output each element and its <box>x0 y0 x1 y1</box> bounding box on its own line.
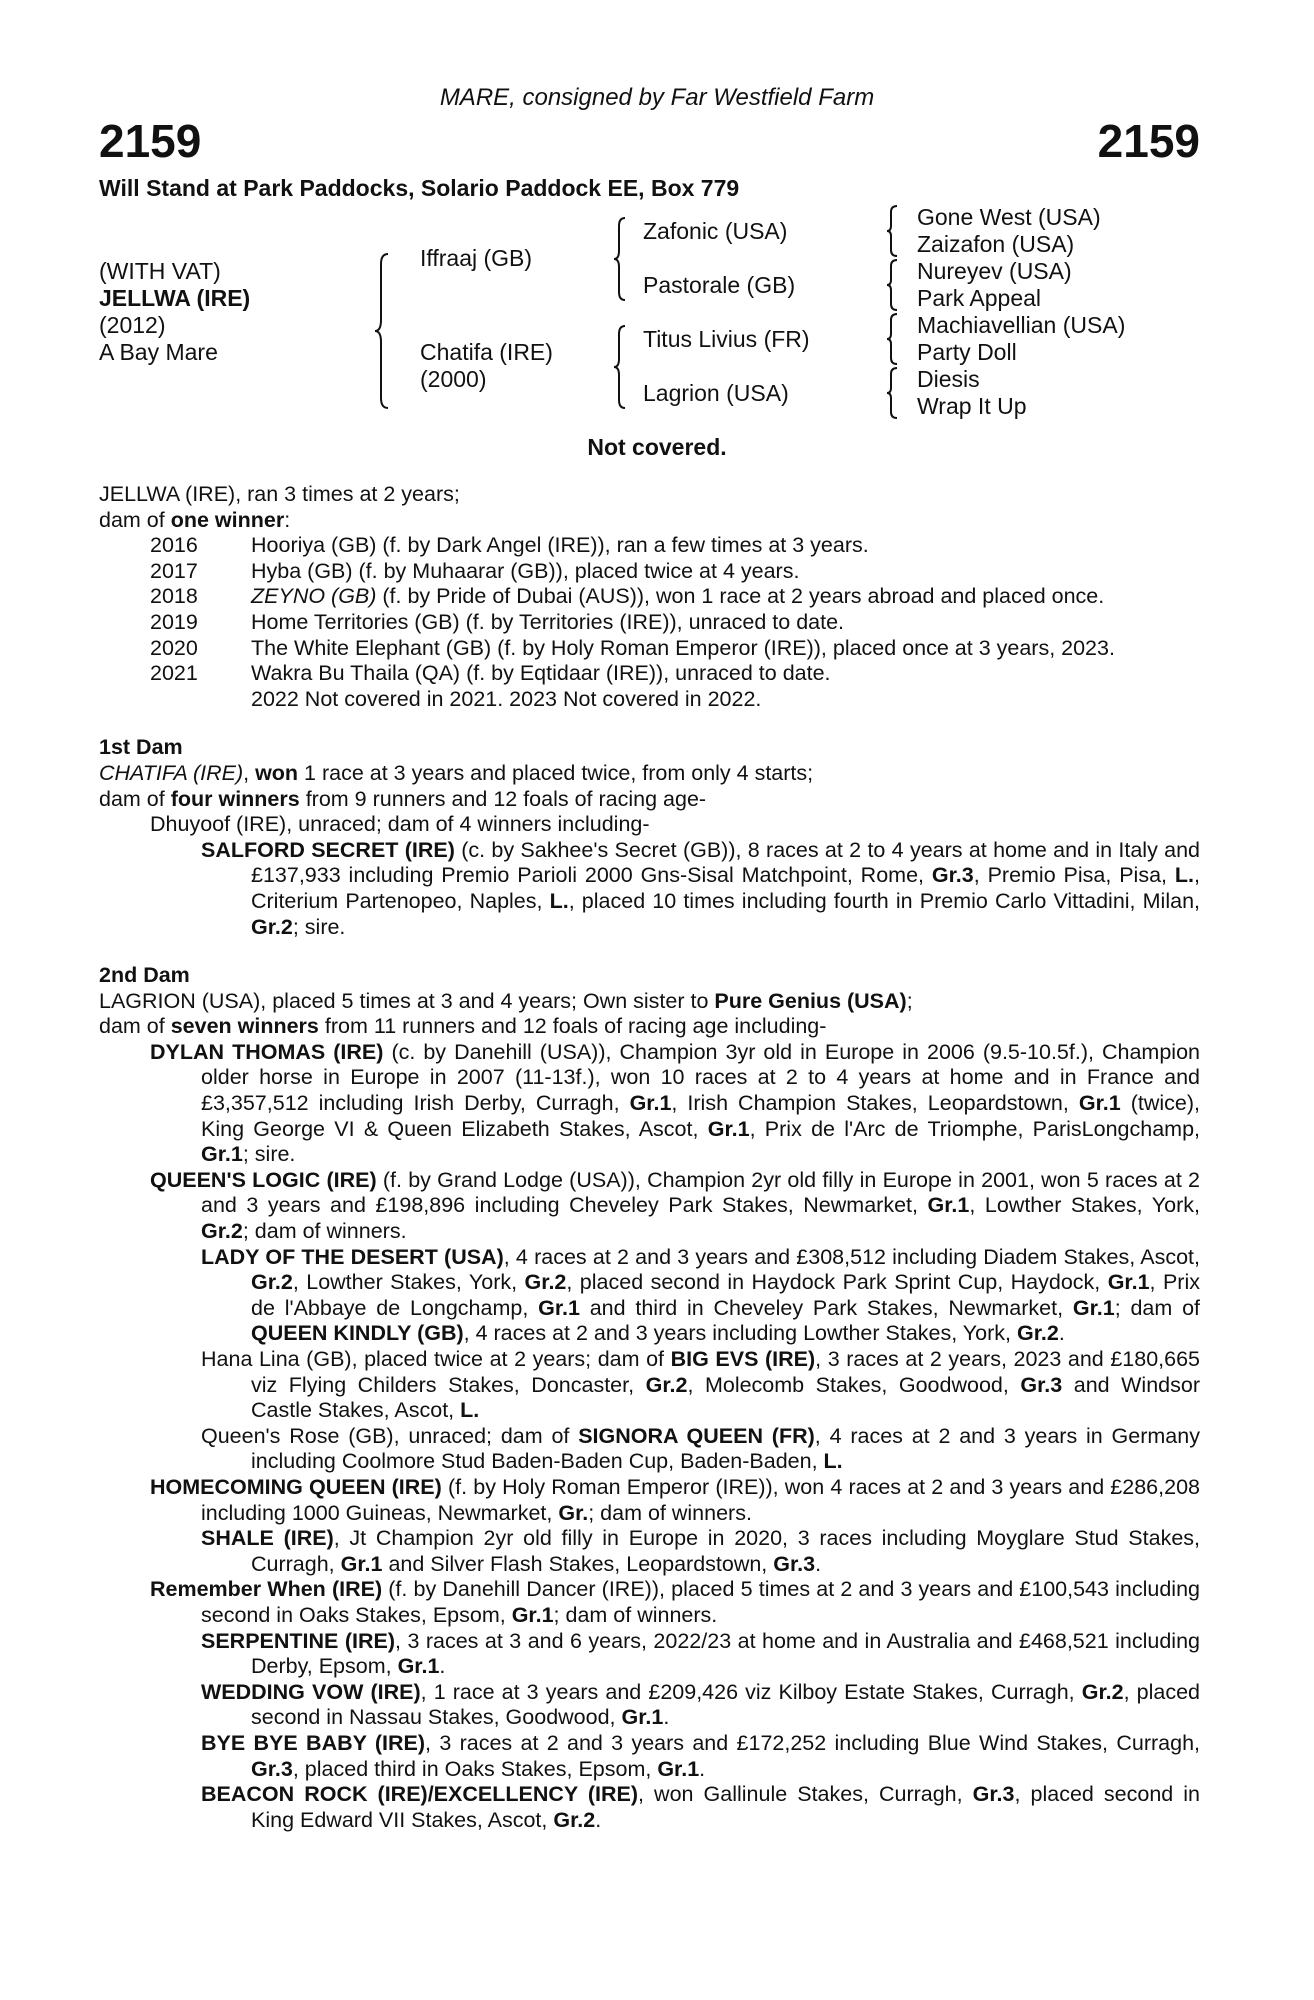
horse-year: (2012) <box>99 312 166 338</box>
bold-text: DYLAN THOMAS (IRE) <box>150 1039 384 1064</box>
text: from 9 runners and 12 foals of racing age- <box>299 786 707 811</box>
family-paragraphs <box>99 735 1200 1833</box>
foal-text <box>251 661 1200 687</box>
text: ; dam of winners. <box>553 1602 718 1627</box>
gen4-4: Park Appeal <box>917 285 1042 311</box>
sire-name: Iffraaj (GB) <box>420 245 533 271</box>
text: , placed second in Haydock Park Sprint Cup, Haydock, <box>566 1270 1108 1295</box>
text: 1 race at 3 years and placed twice, from only 4 starts; <box>298 760 814 785</box>
foal-winner-name: ZEYNO (GB) <box>251 584 377 609</box>
text: , 4 races at 2 and 3 years in Germany including Coolmore Stud Baden-Baden Cup, Baden-Baden, <box>251 1423 1200 1474</box>
text: . <box>699 1756 706 1781</box>
foal-row <box>99 559 1200 585</box>
consignment-line: MARE, consigned by Far Westfield Farm <box>439 84 875 111</box>
text: dam of <box>99 786 171 811</box>
bold-text: Gr.3 <box>972 1782 1015 1807</box>
foal-year: 2017 <box>150 558 198 583</box>
foal-row <box>99 661 1200 687</box>
text: , Jt Champion 2yr old filly in Europe in 2020, 3 races including Moyglare Stud Stakes, Curragh, <box>251 1526 1200 1576</box>
bold-text: HOMECOMING QUEEN (IRE) <box>150 1474 442 1499</box>
bold-text: Gr.1 <box>1107 1270 1150 1295</box>
bold-text: Gr.1 <box>397 1654 440 1679</box>
bold-text: Gr.2 <box>251 914 293 939</box>
foal-details: Hyba (GB) (f. by Muhaarar (GB)), placed twice at 4 years. <box>251 558 800 583</box>
pedigree-paragraph <box>99 1424 1200 1475</box>
bold-text: Gr.1 <box>511 1602 554 1627</box>
text: , Lowther Stakes, York, <box>292 1270 525 1295</box>
bold-text: Gr.2 <box>1017 1321 1059 1346</box>
gen4-5: Machiavellian (USA) <box>917 312 1126 338</box>
bold-text: Gr.1 <box>927 1193 970 1218</box>
text: , Criterium Partenopeo, Naples, <box>251 863 1200 913</box>
bold-text: seven winners <box>170 1014 319 1039</box>
pedigree-paragraph <box>99 1782 1200 1833</box>
pedigree-paragraph <box>99 838 1200 940</box>
bold-text: Gr.2 <box>201 1219 243 1244</box>
bold-text: Gr.2 <box>524 1270 567 1295</box>
bold-text: Gr.3 <box>251 1756 293 1781</box>
text: (f. by Holy Roman Emperor (IRE)), won 4 races at 2 and 3 years and £286,208 including 1000 Guineas, Newmarket, <box>201 1474 1200 1525</box>
bold-text: Gr.3 <box>931 863 974 888</box>
text: LAGRION (USA), placed 5 times at 3 and 4 years; Own sister to <box>99 988 715 1013</box>
produce-intro: JELLWA (IRE), ran 3 times at 2 years; <box>99 482 460 506</box>
not-covered-status: Not covered. <box>587 434 727 460</box>
produce-summary <box>99 508 1200 534</box>
gen4-7: Diesis <box>917 366 980 392</box>
text: , Prix de l'Arc de Triomphe, ParisLongchamp, <box>749 1116 1200 1141</box>
foal-list <box>99 533 1200 687</box>
pedigree-paragraph <box>99 1629 1200 1680</box>
bold-text: L. <box>823 1449 843 1474</box>
pedigree-paragraph <box>99 1040 1200 1168</box>
bold-text: WEDDING VOW (IRE) <box>201 1679 421 1704</box>
lot-number-right: 2159 <box>1097 115 1200 167</box>
bold-text: 2nd Dam <box>99 963 190 988</box>
text: . <box>439 1654 446 1679</box>
bold-text: L. <box>549 888 569 913</box>
text: dam of <box>99 507 171 532</box>
bold-text: L. <box>1174 863 1194 888</box>
text: , 1 race at 3 years and £209,426 viz Kilboy Estate Stakes, Curragh, <box>420 1679 1082 1704</box>
foal-details: Hooriya (GB) (f. by Dark Angel (IRE)), ran a few times at 3 years. <box>251 533 869 558</box>
bold-text: QUEEN KINDLY (GB) <box>251 1321 464 1346</box>
gen3-sire-dam: Pastorale (GB) <box>643 272 796 298</box>
bold-text: 1st Dam <box>99 735 183 760</box>
foal-year: 2021 <box>150 661 198 686</box>
bold-text: LADY OF THE DESERT (USA) <box>201 1244 504 1269</box>
bold-text: Gr.2 <box>1081 1679 1124 1704</box>
bold-text: Gr.1 <box>621 1705 664 1730</box>
foal-row <box>99 584 1200 610</box>
bold-text: Gr.1 <box>201 1142 243 1167</box>
bold-text: SERPENTINE (IRE) <box>201 1628 396 1653</box>
text: , 3 races at 3 and 6 years, 2022/23 at home and in Australia and £468,521 including Derby, Epsom, <box>251 1628 1200 1679</box>
brace-gen3-4 <box>884 366 900 420</box>
bold-text: Gr.2 <box>251 1270 293 1295</box>
bold-text: Remember When (IRE) <box>150 1577 383 1602</box>
bold-text: Gr.3 <box>773 1551 816 1576</box>
section-heading <box>99 963 1200 989</box>
text: (c. by Sakhee's Secret (GB)), 8 races at 2 to 4 years at home and in Italy and £137,933 including Premio Parioli 2000 Gns-Sisal Matchpoint, Rome, <box>251 837 1200 888</box>
text: , 3 races at 2 years, 2023 and £180,665 viz Flying Childers Stakes, Doncaster, <box>251 1347 1201 1397</box>
text: , 4 races at 2 and 3 years and £308,512 including Diadem Stakes, Ascot, <box>503 1244 1200 1269</box>
text: , won Gallinule Stakes, Curragh, <box>638 1782 973 1807</box>
bold-text: Gr.2 <box>553 1807 596 1832</box>
horse-description: A Bay Mare <box>99 339 218 365</box>
text: and Silver Flash Stakes, Leopardstown, <box>382 1551 774 1576</box>
pedigree-paragraph <box>99 1245 1200 1347</box>
gen3-dam-dam: Lagrion (USA) <box>643 380 789 406</box>
text: ; dam of <box>1114 1295 1200 1320</box>
bold-text: SIGNORA QUEEN (FR) <box>578 1423 815 1448</box>
bold-text: Gr.3 <box>1020 1372 1063 1397</box>
text: dam of <box>99 1014 171 1039</box>
foal-details: The White Elephant (GB) (f. by Holy Roman Emperor (IRE)), placed once at 3 years, 2023. <box>251 635 1115 660</box>
foal-text <box>251 559 1200 585</box>
bold-text: BIG EVS (IRE) <box>670 1347 816 1371</box>
text: CHATIFA (IRE) <box>99 760 244 785</box>
bold-text: L. <box>460 1398 480 1423</box>
section-heading <box>99 735 1200 761</box>
foal-text <box>251 610 1200 636</box>
pedigree-paragraph <box>99 1577 1200 1628</box>
text: , Prix de l'Abbaye de Longchamp, <box>251 1270 1200 1320</box>
text: (c. by Danehill (USA)), Champion 3yr old in Europe in 2006 (9.5-10.5f.), Champion older horse in Europe in 2007 (11-13f.), won 10 races at 2 to 4 years at home and in France and £3,357,512 including Irish Derby, Curragh, <box>201 1039 1200 1116</box>
text: Hana Lina (GB), placed twice at 2 years; dam of <box>201 1347 671 1371</box>
text: , Molecomb Stakes, Goodwood, <box>687 1372 1021 1397</box>
bold-text: Gr.2 <box>645 1372 688 1397</box>
bold-text: Gr.1 <box>340 1551 383 1576</box>
pedigree-paragraph <box>99 761 1200 787</box>
bold-text: BYE BYE BABY (IRE) <box>201 1730 426 1755</box>
vat-note: (WITH VAT) <box>99 258 221 284</box>
lot-number-left: 2159 <box>99 115 202 167</box>
dam-year: (2000) <box>420 366 487 392</box>
text: , placed third in Oaks Stakes, Epsom, <box>292 1756 658 1781</box>
text: Queen's Rose (GB), unraced; dam of <box>201 1423 579 1448</box>
text: : <box>284 507 291 532</box>
text: . <box>595 1807 602 1832</box>
gen4-2: Zaizafon (USA) <box>917 231 1075 257</box>
text: ; dam of winners. <box>242 1219 407 1244</box>
not-covered-note: 2022 Not covered in 2021. 2023 Not covered in 2022. <box>251 686 762 711</box>
bold-text: Gr.1 <box>707 1116 750 1141</box>
bold-text: SALFORD SECRET (IRE) <box>201 837 455 862</box>
pedigree-paragraph <box>99 989 1200 1015</box>
text: , placed 10 times including fourth in Premio Carlo Vittadini, Milan, <box>568 888 1200 913</box>
text: . <box>1058 1321 1065 1346</box>
gen4-3: Nureyev (USA) <box>917 258 1072 284</box>
text: (twice), King George VI & Queen Elizabeth Stakes, Ascot, <box>201 1091 1200 1141</box>
gen3-dam-sire: Titus Livius (FR) <box>643 326 810 352</box>
brace-gen2-dam <box>611 324 629 410</box>
foal-details: Wakra Bu Thaila (QA) (f. by Eqtidaar (IRE)), unraced to date. <box>251 661 831 686</box>
gen3-sire-sire: Zafonic (USA) <box>643 218 788 244</box>
foal-row <box>99 533 1200 559</box>
text: ; sire. <box>292 914 346 939</box>
foal-row <box>99 610 1200 636</box>
bold-text: four winners <box>170 786 300 811</box>
pedigree-paragraph <box>99 1168 1200 1245</box>
bold-text: Gr.1 <box>1072 1295 1115 1320</box>
foal-text <box>251 584 1200 610</box>
text: . <box>815 1551 822 1576</box>
text: ; sire. <box>242 1142 296 1167</box>
text: . <box>663 1705 670 1730</box>
catalogue-body <box>99 482 1200 1833</box>
brace-gen3-1 <box>884 204 900 258</box>
text: Dhuyoof (IRE), unraced; dam of 4 winners including- <box>150 812 650 837</box>
text: ; <box>906 988 913 1013</box>
text: (f. by Grand Lodge (USA)), Champion 2yr old filly in Europe in 2001, won 5 races at 2 and 3 years and £198,896 including Cheveley Park Stakes, Newmarket, <box>201 1167 1200 1218</box>
gen4-6: Party Doll <box>917 339 1017 365</box>
gen4-1: Gone West (USA) <box>917 204 1101 230</box>
foal-text <box>251 533 1200 559</box>
text: ; dam of winners. <box>588 1500 752 1525</box>
bold-text: SHALE (IRE) <box>201 1526 334 1551</box>
foal-details: (f. by Pride of Dubai (AUS)), won 1 race at 2 years abroad and placed once. <box>376 584 1105 609</box>
text: and third in Cheveley Park Stakes, Newmarket, <box>579 1295 1073 1320</box>
pedigree-paragraph <box>99 1526 1200 1577</box>
stabling-location: Will Stand at Park Paddocks, Solario Paddock EE, Box 779 <box>99 175 740 201</box>
pedigree-paragraph <box>99 1347 1200 1424</box>
bold-text: BEACON ROCK (IRE)/EXCELLENCY (IRE) <box>201 1782 639 1807</box>
dam-name: Chatifa (IRE) <box>420 339 553 365</box>
foal-year: 2018 <box>150 584 198 609</box>
pedigree-paragraph <box>99 1475 1200 1526</box>
text: , placed second in Nassau Stakes, Goodwood, <box>251 1679 1200 1730</box>
text: from 11 runners and 12 foals of racing age including- <box>318 1014 827 1039</box>
text: , Irish Champion Stakes, Leopardstown, <box>671 1091 1079 1116</box>
foal-row <box>99 636 1200 662</box>
text: (f. by Danehill Dancer (IRE)), placed 5 times at 2 and 3 years and £100,543 including second in Oaks Stakes, Epsom, <box>201 1577 1200 1627</box>
pedigree-paragraph <box>99 787 1200 813</box>
brace-gen3-3 <box>884 312 900 366</box>
text: , Premio Pisa, Pisa, <box>973 863 1175 888</box>
text: , placed second in King Edward VII Stakes, Ascot, <box>251 1782 1200 1832</box>
text: , <box>243 760 256 785</box>
pedigree-paragraph <box>99 1680 1200 1731</box>
winner-count: one winner <box>170 507 285 532</box>
text: , Lowther Stakes, York, <box>969 1193 1200 1218</box>
bold-text: Gr.1 <box>629 1091 672 1116</box>
pedigree-paragraph <box>99 1731 1200 1782</box>
foal-year: 2016 <box>150 533 198 558</box>
bold-text: Gr.1 <box>538 1295 580 1320</box>
text: , 4 races at 2 and 3 years including Lowther Stakes, York, <box>463 1321 1017 1346</box>
brace-gen2-sire <box>611 216 629 302</box>
text: and Windsor Castle Stakes, Ascot, <box>251 1372 1200 1423</box>
bold-text: Gr.1 <box>1078 1091 1121 1116</box>
pedigree-paragraph <box>99 812 1200 838</box>
pedigree-paragraph <box>99 1014 1200 1040</box>
bold-text: QUEEN'S LOGIC (IRE) <box>150 1167 377 1192</box>
gen4-8: Wrap It Up <box>917 393 1027 419</box>
foal-year: 2019 <box>150 609 198 634</box>
bold-text: won <box>255 760 299 785</box>
bold-text: Pure Genius (USA) <box>714 988 907 1013</box>
brace-gen1 <box>372 252 392 410</box>
text: , 3 races at 2 and 3 years and £172,252 including Blue Wind Stakes, Curragh, <box>425 1730 1200 1755</box>
foal-text <box>251 636 1200 662</box>
bold-text: Gr.1 <box>657 1756 700 1781</box>
horse-name: JELLWA (IRE) <box>99 285 251 311</box>
bold-text: Gr. <box>558 1500 589 1525</box>
brace-gen3-2 <box>884 258 900 312</box>
foal-year: 2020 <box>150 635 198 660</box>
foal-details: Home Territories (GB) (f. by Territories (IRE)), unraced to date. <box>251 609 845 634</box>
